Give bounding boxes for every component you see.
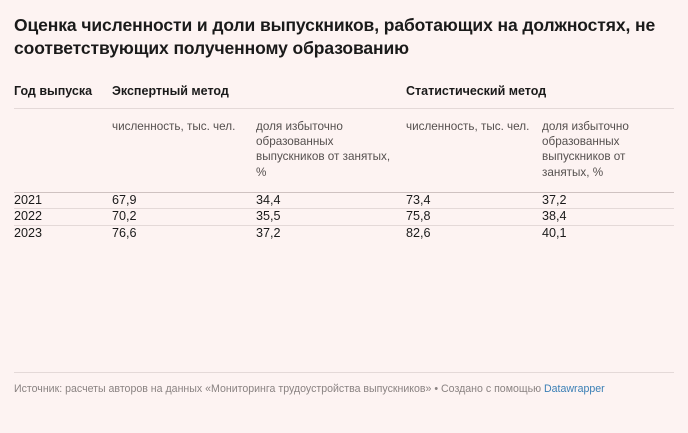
cell-statistical-count: 82,6 (406, 225, 542, 241)
chart-footer (14, 372, 674, 397)
column-header-year: Год выпуска (14, 83, 93, 98)
cell-statistical-count: 73,4 (406, 193, 542, 209)
cell-statistical-share: 38,4 (542, 209, 674, 225)
page-title: Оценка численности и доли выпускников, работающих на должностях, не соответствующих полученному образованию (14, 15, 656, 59)
data-table (14, 83, 674, 241)
subheader-statistical-count: численность, тыс. чел. (406, 108, 542, 193)
cell-expert-count: 70,2 (112, 209, 256, 225)
table-group-header-row (14, 83, 674, 109)
column-header-statistical-method: Статистический метод (406, 83, 547, 98)
source-note: Источник: расчеты авторов на данных «Мониторинга трудоустройства выпускников» • Создано с помощью (14, 383, 545, 395)
subheader-statistical-share: доля избыточно образованных выпускников от занятых, % (542, 108, 674, 193)
cell-year: 2023 (14, 225, 112, 241)
cell-statistical-count: 75,8 (406, 209, 542, 225)
table-body (14, 193, 674, 241)
subheader-expert-count: численность, тыс. чел. (112, 108, 256, 193)
subheader-expert-share: доля избыточно образованных выпускников от занятых, % (256, 108, 406, 193)
table-header (14, 83, 674, 193)
cell-expert-share: 34,4 (256, 193, 406, 209)
cell-year: 2022 (14, 209, 112, 225)
cell-expert-share: 35,5 (256, 209, 406, 225)
datawrapper-link[interactable]: Datawrapper (544, 383, 605, 395)
cell-expert-share: 37,2 (256, 225, 406, 241)
cell-statistical-share: 40,1 (542, 225, 674, 241)
cell-statistical-share: 37,2 (542, 193, 674, 209)
subheader-year-empty (14, 108, 112, 193)
table-subheader-row (14, 108, 674, 193)
table-row (14, 225, 674, 241)
column-header-expert-method: Экспертный метод (112, 83, 229, 98)
cell-expert-count: 67,9 (112, 193, 256, 209)
table-row (14, 193, 674, 209)
cell-year: 2021 (14, 193, 112, 209)
cell-expert-count: 76,6 (112, 225, 256, 241)
table-row (14, 209, 674, 225)
